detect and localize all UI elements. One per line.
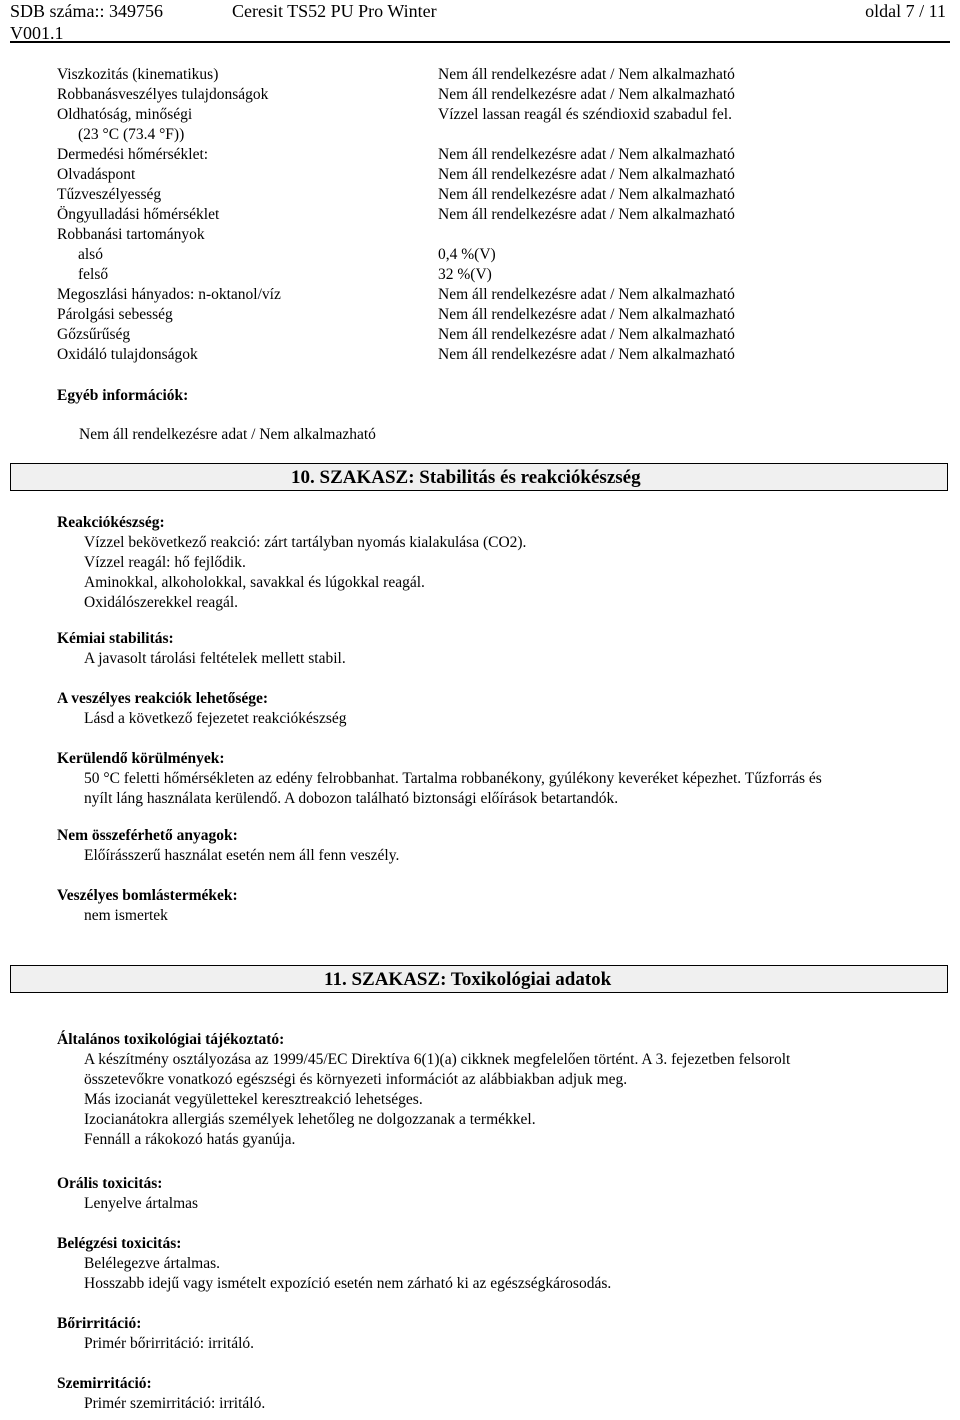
oral-toxicity-heading: Orális toxicitás: — [57, 1175, 163, 1192]
hazardous-reactions-heading: A veszélyes reakciók lehetősége: — [57, 690, 269, 707]
hazardous-reactions-text — [57, 709, 937, 729]
reactivity-heading: Reakciókészség: — [57, 514, 165, 531]
property-value: Nem áll rendelkezésre adat / Nem alkalmazható — [438, 346, 735, 363]
header-divider — [10, 41, 950, 43]
reactivity-block — [57, 513, 937, 613]
other-info-block — [57, 386, 937, 406]
property-label: Robbanásveszélyes tulajdonságok — [57, 86, 269, 103]
inhalation-toxicity-block — [57, 1234, 937, 1294]
product-name: Ceresit TS52 PU Pro Winter — [232, 1, 437, 21]
property-label: Robbanási tartományok — [57, 226, 205, 243]
sds-number: SDB száma:: 349756 — [10, 1, 163, 21]
property-label: Olvadáspont — [57, 166, 136, 183]
property-value: Nem áll rendelkezésre adat / Nem alkalmazható — [438, 166, 735, 183]
property-value: Vízzel lassan reagál és széndioxid szabadul fel. — [438, 106, 732, 123]
property-row — [57, 125, 917, 145]
text-line: Aminokkal, alkoholokkal, savakkal és lúgokkal reagál. — [84, 574, 425, 591]
inhalation-toxicity-text — [57, 1254, 937, 1294]
text-line: Vízzel bekövetkező reakció: zárt tartályban nyomás kialakulása (CO2). — [84, 534, 527, 551]
property-label: Párolgási sebesség — [57, 306, 173, 323]
property-value: Nem áll rendelkezésre adat / Nem alkalmazható — [438, 146, 735, 163]
property-value: Nem áll rendelkezésre adat / Nem alkalmazható — [438, 66, 735, 83]
stability-heading: Kémiai stabilitás: — [57, 630, 174, 647]
property-value: 0,4 %(V) — [438, 246, 496, 263]
property-value: Nem áll rendelkezésre adat / Nem alkalmazható — [438, 86, 735, 103]
skin-irritation-text — [57, 1334, 937, 1354]
property-row — [57, 165, 917, 185]
property-label: Gőzsűrűség — [57, 326, 131, 343]
property-row — [57, 285, 917, 305]
incompatible-materials-heading: Nem összeférhető anyagok: — [57, 827, 238, 844]
property-label: Oxidáló tulajdonságok — [57, 346, 198, 363]
other-info-heading: Egyéb információk: — [57, 387, 189, 404]
text-line: Izocianátokra allergiás személyek lehetőleg ne dolgozzanak a termékkel. — [84, 1111, 536, 1128]
page-number: oldal 7 / 11 — [865, 1, 946, 21]
decomposition-text — [57, 906, 937, 926]
property-row — [57, 105, 917, 125]
skin-irritation-heading: Bőrirritáció: — [57, 1315, 142, 1332]
stability-text — [57, 649, 937, 669]
inhalation-toxicity-heading: Belégzési toxicitás: — [57, 1235, 182, 1252]
decomposition-heading: Veszélyes bomlástermékek: — [57, 887, 238, 904]
eye-irritation-heading: Szemirritáció: — [57, 1375, 152, 1392]
general-toxicology-heading: Általános toxikológiai tájékoztató: — [57, 1031, 285, 1048]
text-line: Primér bőrirritáció: irritáló. — [84, 1335, 255, 1352]
property-value: Nem áll rendelkezésre adat / Nem alkalmazható — [438, 186, 735, 203]
text-line: A készítmény osztályozása az 1999/45/EC Direktíva 6(1)(a) cikknek megfelelően történt. A 3. fejezetben felsorolt — [84, 1051, 791, 1068]
property-row — [57, 185, 917, 205]
reactivity-text — [57, 533, 937, 613]
text-line: Hosszabb idejű vagy ismételt expozíció esetén nem zárható ki az egészségkárosodás. — [84, 1275, 612, 1292]
text-line: Lásd a következő fejezetet reakciókészség — [84, 710, 347, 727]
section-10-bar — [10, 463, 948, 491]
text-line: 50 °C feletti hőmérsékleten az edény felrobbanhat. Tartalma robbanékony, gyúlékony keveréket képezhet. Tűzforrás és — [84, 770, 822, 787]
text-line: nem ismertek — [84, 907, 168, 924]
property-label: Öngyulladási hőmérséklet — [57, 206, 220, 223]
property-row — [57, 65, 917, 85]
general-toxicology-text — [57, 1050, 937, 1150]
oral-toxicity-text — [57, 1194, 937, 1214]
property-label: felső — [78, 266, 109, 283]
property-value: Nem áll rendelkezésre adat / Nem alkalmazható — [438, 286, 735, 303]
conditions-to-avoid-text — [57, 769, 937, 809]
decomposition-block — [57, 886, 937, 926]
text-line: Más izocianát vegyülettekel keresztreakció lehetséges. — [84, 1091, 423, 1108]
property-label: Viszkozitás (kinematikus) — [57, 66, 219, 83]
incompatible-materials-text — [57, 846, 937, 866]
property-row — [57, 145, 917, 165]
property-row — [57, 325, 917, 345]
text-line: Oxidálószerekkel reagál. — [84, 594, 239, 611]
stability-block — [57, 629, 937, 669]
other-info-text-block — [79, 425, 959, 445]
property-label: Dermedési hőmérséklet: — [57, 146, 209, 163]
section-11-title: 11. SZAKASZ: Toxikológiai adatok — [324, 969, 612, 990]
text-line: Vízzel reagál: hő fejlődik. — [84, 554, 246, 571]
text-line: Előírásszerű használat esetén nem áll fenn veszély. — [84, 847, 400, 864]
property-row — [57, 265, 917, 285]
eye-irritation-text — [57, 1394, 937, 1414]
text-line: Belélegezve ártalmas. — [84, 1255, 220, 1272]
properties-table — [57, 65, 917, 365]
property-row — [57, 85, 917, 105]
oral-toxicity-block — [57, 1174, 937, 1214]
incompatible-materials-block — [57, 826, 937, 866]
property-value: Nem áll rendelkezésre adat / Nem alkalmazható — [438, 326, 735, 343]
property-label: Oldhatóság, minőségi — [57, 106, 193, 123]
property-label: Megoszlási hányados: n-oktanol/víz — [57, 286, 281, 303]
section-11-bar — [10, 965, 948, 993]
property-row — [57, 305, 917, 325]
skin-irritation-block — [57, 1314, 937, 1354]
page-header — [10, 0, 950, 44]
general-toxicology-block — [57, 1030, 937, 1150]
property-row — [57, 205, 917, 225]
property-label: Tűzveszélyesség — [57, 186, 162, 203]
property-label: (23 °C (73.4 °F)) — [78, 126, 185, 143]
hazardous-reactions-block — [57, 689, 937, 729]
property-value: 32 %(V) — [438, 266, 492, 283]
property-row — [57, 225, 917, 245]
header-id-block — [10, 0, 163, 44]
property-label: alsó — [78, 246, 103, 263]
property-value: Nem áll rendelkezésre adat / Nem alkalmazható — [438, 206, 735, 223]
conditions-to-avoid-heading: Kerülendő körülmények: — [57, 750, 225, 767]
section-10-title: 10. SZAKASZ: Stabilitás és reakciókészség — [291, 467, 641, 488]
property-row — [57, 245, 917, 265]
other-info-text: Nem áll rendelkezésre adat / Nem alkalmazható — [79, 426, 376, 443]
version: V001.1 — [10, 23, 64, 43]
property-row — [57, 345, 917, 365]
text-line: nyílt láng használata kerülendő. A dobozon található biztonsági előírások betartandók. — [84, 790, 619, 807]
text-line: összetevőkre vonatkozó egészségi és környezeti információt az alábbiakban adjuk meg. — [84, 1071, 628, 1088]
text-line: A javasolt tárolási feltételek mellett stabil. — [84, 650, 346, 667]
text-line: Primér szemirritáció: irritáló. — [84, 1395, 266, 1412]
conditions-to-avoid-block — [57, 749, 937, 809]
text-line: Fennáll a rákokozó hatás gyanúja. — [84, 1131, 296, 1148]
text-line: Lenyelve ártalmas — [84, 1195, 199, 1212]
property-value: Nem áll rendelkezésre adat / Nem alkalmazható — [438, 306, 735, 323]
eye-irritation-block — [57, 1374, 937, 1414]
